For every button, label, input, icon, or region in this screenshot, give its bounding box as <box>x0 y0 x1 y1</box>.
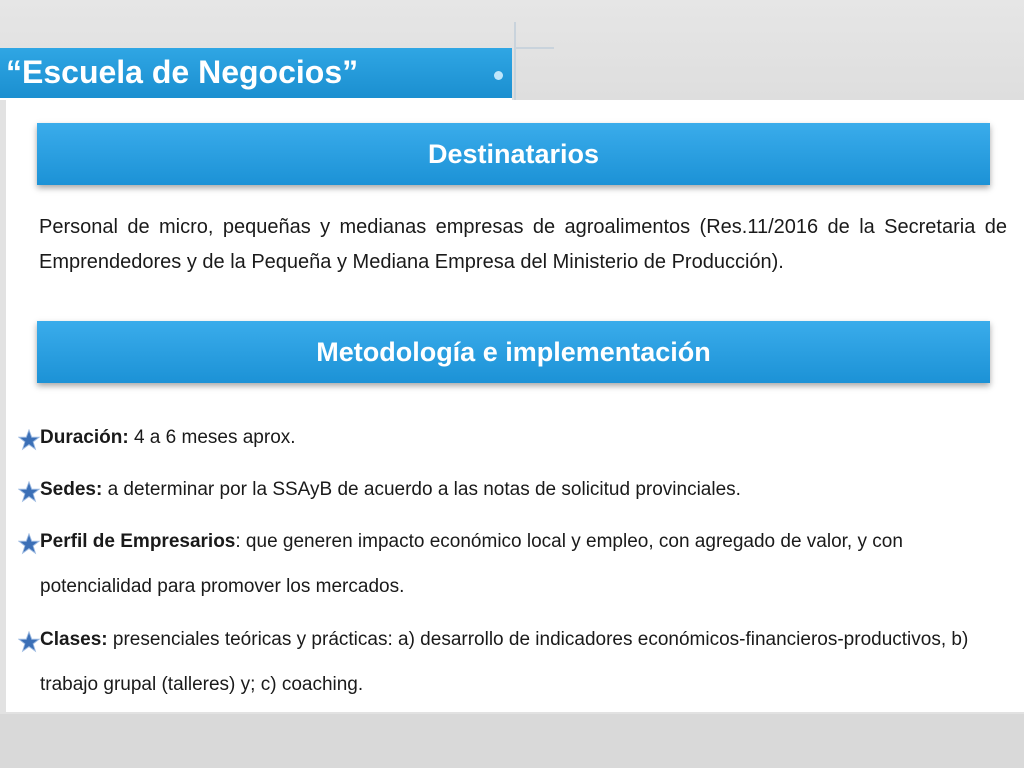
bullet-label: Duración: <box>40 427 129 448</box>
star-bullet-icon <box>18 533 40 555</box>
bullet-sedes <box>18 467 1008 512</box>
bullet-text: 4 a 6 meses aprox. <box>128 427 296 448</box>
metodologia-header-text: Metodología e implementación <box>316 336 711 367</box>
bullet-label: Sedes: <box>40 479 103 500</box>
bullet-text: : que generen impacto económico local y empleo, con agregado de valor, y con potencialidad para promover los mercados. <box>40 531 903 597</box>
bullet-duracion <box>18 415 1008 460</box>
title-dot-icon <box>494 71 503 80</box>
destinatarios-header <box>37 123 990 185</box>
bottom-band <box>0 714 1024 768</box>
decorative-horizontal-line <box>514 47 554 49</box>
decorative-vertical-line <box>514 22 516 100</box>
title-bar <box>0 48 512 100</box>
bullet-text: presenciales teóricas y prácticas: a) desarrollo de indicadores económicos-financieros-productivos, b) trabajo grupal (talleres) y; c) coaching. <box>40 629 969 695</box>
bullet-clases <box>18 617 1008 707</box>
star-bullet-icon <box>18 631 40 653</box>
destinatarios-header-text: Destinatarios <box>427 138 600 169</box>
bullet-label: Perfil de Empresarios <box>40 531 236 552</box>
metodologia-header <box>37 321 990 383</box>
bullet-perfil <box>18 519 1008 609</box>
star-bullet-icon <box>18 481 40 503</box>
slide-title: “Escuela de Negocios” <box>6 54 359 90</box>
star-bullet-icon <box>18 429 40 451</box>
bullet-text: a determinar por la SSAyB de acuerdo a las notas de solicitud provinciales. <box>102 479 741 500</box>
destinatarios-paragraph: Personal de micro, pequeñas y medianas empresas de agroalimentos (Res.11/2016 de la Secretaria de Emprendedores y de la Pequeña y Mediana Empresa del Ministerio de Producción). <box>39 216 1007 273</box>
bullet-label: Clases: <box>40 629 108 650</box>
